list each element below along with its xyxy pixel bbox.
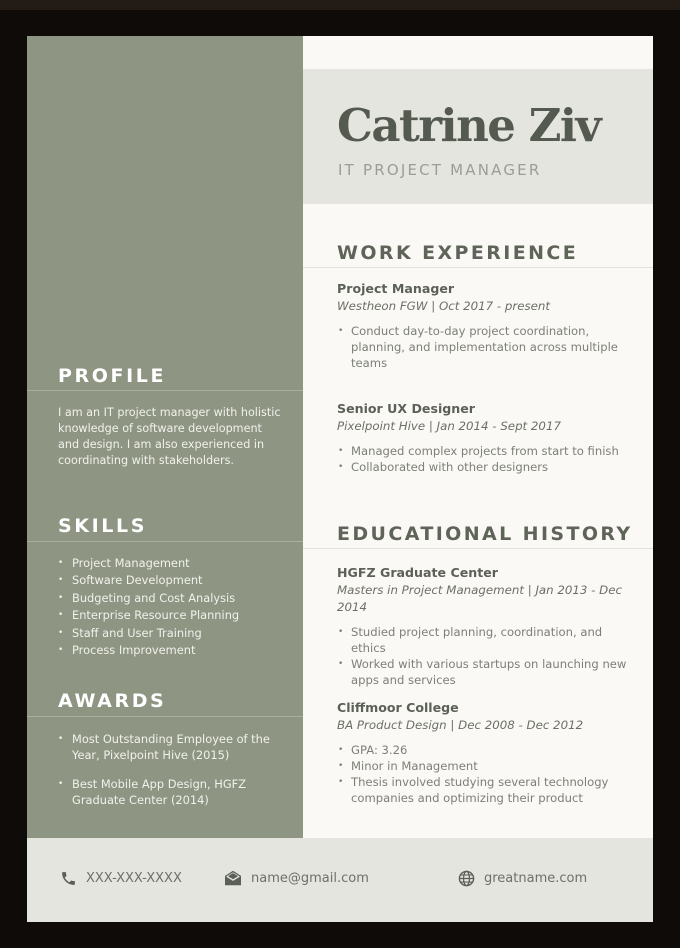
job-meta: Westheon FGW | Oct 2017 - present bbox=[337, 299, 550, 313]
skills-heading: SKILLS bbox=[58, 515, 147, 537]
awards-divider bbox=[27, 716, 303, 717]
skill-item: • Software Development bbox=[58, 572, 239, 589]
sidebar bbox=[27, 36, 303, 838]
awards-heading: AWARDS bbox=[58, 690, 167, 712]
school-name: Cliffmoor College bbox=[337, 700, 459, 715]
job-meta: Pixelpoint Hive | Jan 2014 - Sept 2017 bbox=[337, 419, 561, 433]
skill-item: • Project Management bbox=[58, 555, 239, 572]
award-item: • Most Outstanding Employee of the Year, Pixelpoint Hive (2015) bbox=[58, 731, 278, 763]
education-divider bbox=[303, 548, 653, 549]
phone-icon bbox=[60, 870, 77, 887]
globe-icon bbox=[458, 870, 475, 887]
profile-heading: PROFILE bbox=[58, 365, 167, 387]
award-item: • Best Mobile App Design, HGFZ Graduate Center (2014) bbox=[58, 776, 278, 808]
profile-divider bbox=[27, 390, 303, 391]
education-bullet: • Minor in Management bbox=[337, 758, 629, 774]
candidate-role: IT PROJECT MANAGER bbox=[338, 161, 542, 179]
education-bullet: • GPA: 3.26 bbox=[337, 742, 629, 758]
job-bullet: • Conduct day-to-day project coordination, planning, and implementation across multiple teams bbox=[337, 323, 629, 371]
email-address: name@gmail.com bbox=[251, 870, 369, 886]
education-heading: EDUCATIONAL HISTORY bbox=[337, 523, 633, 545]
skill-item: • Enterprise Resource Planning bbox=[58, 607, 239, 624]
education-bullets bbox=[337, 624, 629, 688]
education-bullets bbox=[337, 742, 629, 806]
job-bullet: • Managed complex projects from start to finish bbox=[337, 443, 629, 459]
job-bullet: • Collaborated with other designers bbox=[337, 459, 629, 475]
job-title: Project Manager bbox=[337, 281, 455, 296]
website-contact[interactable] bbox=[458, 870, 587, 887]
education-bullet: • Worked with various startups on launching new apps and services bbox=[337, 656, 629, 688]
resume-page bbox=[27, 36, 653, 922]
work-experience-heading: WORK EXPERIENCE bbox=[337, 242, 579, 264]
degree-meta: Masters in Project Management | Jan 2013 - Dec 2014 bbox=[337, 583, 622, 614]
work-entry bbox=[337, 400, 629, 475]
skills-divider bbox=[27, 541, 303, 542]
website-url: greatname.com bbox=[484, 871, 588, 886]
work-divider bbox=[303, 267, 653, 268]
phone-contact[interactable] bbox=[60, 870, 182, 887]
header-band bbox=[303, 69, 653, 204]
skills-list bbox=[58, 555, 239, 659]
school-name: HGFZ Graduate Center bbox=[337, 565, 498, 580]
education-entry bbox=[337, 564, 629, 688]
skill-item: • Process Improvement bbox=[58, 642, 239, 659]
candidate-name: Catrine Ziv bbox=[337, 99, 601, 152]
phone-number: XXX-XXX-XXXX bbox=[86, 871, 182, 886]
work-entry bbox=[337, 280, 629, 371]
education-bullet: • Thesis involved studying several technology companies and optimizing their product bbox=[337, 774, 629, 806]
top-bar bbox=[0, 0, 680, 10]
email-contact[interactable] bbox=[224, 870, 369, 886]
envelope-icon bbox=[224, 870, 242, 886]
job-bullets bbox=[337, 323, 629, 371]
education-bullet: • Studied project planning, coordination, and ethics bbox=[337, 624, 629, 656]
profile-text: I am an IT project manager with holistic knowledge of software development and design. I am also experienced in coordinating with stakeholders. bbox=[58, 406, 281, 467]
job-title: Senior UX Designer bbox=[337, 401, 476, 416]
job-bullets bbox=[337, 443, 629, 475]
awards-list bbox=[58, 731, 278, 821]
skill-item: • Staff and User Training bbox=[58, 625, 239, 642]
skill-item: • Budgeting and Cost Analysis bbox=[58, 590, 239, 607]
degree-meta: BA Product Design | Dec 2008 - Dec 2012 bbox=[337, 718, 584, 732]
education-entry bbox=[337, 699, 629, 806]
contact-footer bbox=[27, 838, 653, 922]
